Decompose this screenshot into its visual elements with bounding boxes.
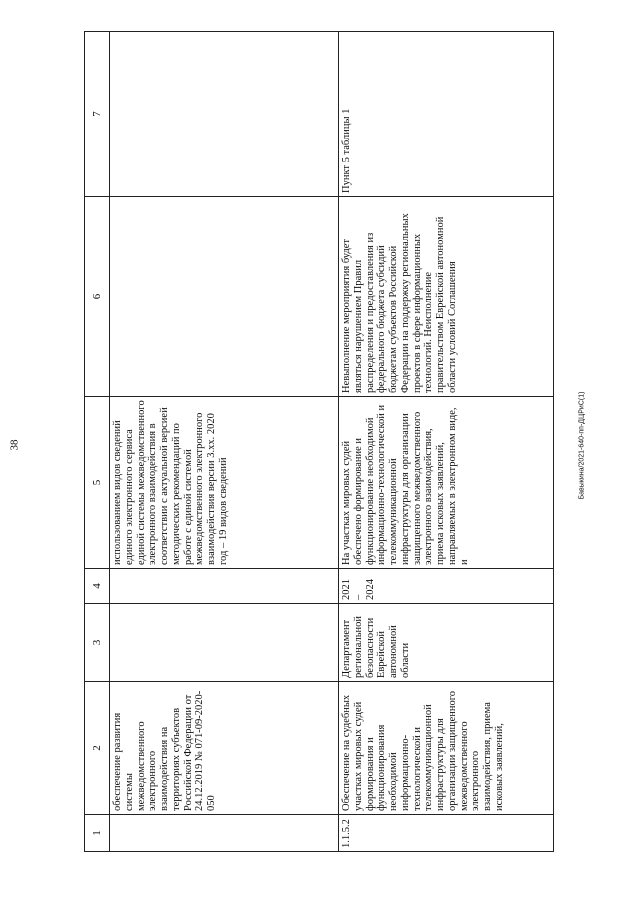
rotated-table-container bbox=[84, 32, 554, 852]
table-row bbox=[339, 32, 554, 852]
header-col-2: 2 bbox=[85, 682, 110, 815]
header-col-3: 3 bbox=[85, 604, 110, 682]
header-col-1: 1 bbox=[85, 815, 110, 852]
cell-link: Пункт 5 таблицы 1 bbox=[339, 32, 554, 197]
cell-period bbox=[110, 569, 339, 604]
cell-period: 2021 – 2024 bbox=[339, 569, 554, 604]
cell-measure: обеспечение развития системы межведомственного электронного взаимодействия на территориях субъектов Российской Федерации от 24.12.2019 № 071-09-2020-050 bbox=[110, 682, 339, 815]
header-col-5: 5 bbox=[85, 397, 110, 569]
table-row bbox=[110, 32, 339, 852]
header-col-4: 4 bbox=[85, 569, 110, 604]
cell-measure: Обеспечение на судебных участках мировых судей формирования и функционирования необходимой информационно-технологической и телекоммуникационной инфраструктуры для организации защищенного межведомственного электронного взаимодействия, приема исковых заявлений, bbox=[339, 682, 554, 815]
footer-reference: Бавыкина/2021-640-пп-ДЦРиС(1) bbox=[578, 391, 586, 500]
cell-responsible bbox=[110, 604, 339, 682]
cell-result: использованием видов сведений единого электронного сервиса единой системы межведомственного электронного взаимодействия в соответствии с актуальной версией методических рекомендаций по работе с единой системой межведомственного электронного взаимодействия версии 3.хх. 2020 год – 19 видов сведений bbox=[110, 397, 339, 569]
header-col-6: 6 bbox=[85, 197, 110, 397]
cell-link bbox=[110, 32, 339, 197]
cell-consequences bbox=[110, 197, 339, 397]
header-row bbox=[85, 32, 110, 852]
cell-consequences: Невыполнение мероприятия будет являться нарушением Правил распределения и предоставления из федерального бюджета субсидий бюджетам субъектов Российской Федерации на поддержку региональных проектов в сфере информационных технологий. Неисполнение правительством Еврейской автономной области условий Соглашения bbox=[339, 197, 554, 397]
header-col-7: 7 bbox=[85, 32, 110, 197]
cell-number: 1.1.5.2 bbox=[339, 815, 554, 852]
cell-responsible: Департамент региональной безопасности Еврейской автономной области bbox=[339, 604, 554, 682]
page-number: 38 bbox=[8, 439, 21, 451]
measures-table bbox=[84, 31, 554, 852]
cell-number bbox=[110, 815, 339, 852]
cell-result: На участках мировых судей обеспечено формирование и функционирование необходимой информационно-технологической и телекоммуникационной инфраструктуры для организации защищенного межведомственного электронного взаимодействия, приема исковых заявлений, направляемых в электронном виде, и bbox=[339, 397, 554, 569]
